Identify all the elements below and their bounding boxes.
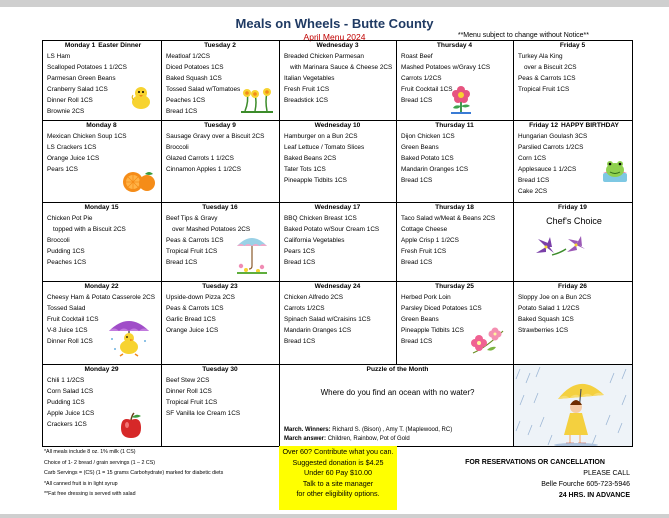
day-cell <box>43 282 162 365</box>
week-row <box>43 282 633 365</box>
day-header <box>284 121 394 132</box>
menu-item: Baked Squash 1CS <box>166 74 222 82</box>
menu-item: Fruit Cocktail 1CS <box>401 85 453 93</box>
picture-cell <box>514 365 633 447</box>
day-cell <box>43 121 162 203</box>
rain-girl-umbrella-icon <box>514 365 632 447</box>
contribution-line: Over 60? Contribute what you can. <box>282 447 394 456</box>
day-cell <box>514 282 633 365</box>
orange-icon <box>121 168 157 199</box>
day-cell <box>162 121 280 203</box>
menu-item: Pears 1CS <box>47 165 78 173</box>
menu-notice: **Menu subject to change without Notice** <box>457 32 589 39</box>
menu-item: over Mashed Potatoes 2CS <box>172 225 251 233</box>
menu-item: Dinner Roll 1CS <box>47 96 93 104</box>
menu-item: Pudding 1CS <box>47 398 85 406</box>
menu-item: over a Biscuit 2CS <box>524 63 577 71</box>
menu-item: Breadstick 1CS <box>284 96 329 104</box>
day-header <box>166 282 277 293</box>
winners-names: Richard S. (Bison) , Amy T. (Maplewood, RC) <box>332 427 453 433</box>
day-header <box>166 121 277 132</box>
menu-item: Chicken Pot Pie <box>47 215 93 222</box>
menu-item: Orange Juice 1CS <box>166 326 219 334</box>
menu-item: Glazed Carrots 1 1/2CS <box>166 154 234 162</box>
menu-item: Carrots 1/2CS <box>401 74 442 82</box>
menu-item: Upside-down Pizza 2CS <box>166 294 235 301</box>
menu-item: Dinner Roll 1CS <box>166 387 212 395</box>
day-cell <box>397 203 514 282</box>
menu-item: Chili 1 1/2CS <box>47 377 85 384</box>
week-row <box>43 203 633 282</box>
menu-item: California Vegetables <box>284 236 345 244</box>
day-header <box>47 203 159 214</box>
menu-item: Pineapple Tidbits 1CS <box>284 176 347 184</box>
day-cell <box>162 41 280 121</box>
menu-item: Bread 1CS <box>401 337 433 345</box>
apple-icon <box>119 412 143 443</box>
day-header <box>401 121 511 132</box>
menu-item: Cheesy Ham & Potato Casserole 2CS <box>47 294 155 301</box>
day-header <box>401 203 511 214</box>
week-row <box>43 365 633 447</box>
contribution-line: Talk to a site manager <box>302 478 374 488</box>
menu-item: Pineapple Tidbits 1CS <box>401 326 464 334</box>
day-label: Tuesday 30 <box>202 366 238 373</box>
menu-item: Bread 1CS <box>284 258 316 266</box>
menu-item: Bread 1CS <box>166 107 198 115</box>
day-cell <box>162 365 280 447</box>
day-label: Monday 22 <box>84 283 119 290</box>
menu-item: Crackers 1CS <box>47 420 87 428</box>
menu-item: Spinach Salad w/Craisins 1CS <box>284 315 371 323</box>
day-cell <box>280 41 397 121</box>
menu-item: Peas & Carrots 1CS <box>166 304 224 312</box>
week-row <box>43 41 633 121</box>
menu-item: Parslied Carrots 1/2CS <box>518 143 584 151</box>
menu-item: Pudding 1CS <box>47 247 85 255</box>
day-label: Wednesday 17 <box>314 204 361 211</box>
menu-item: Roast Beef <box>401 53 433 60</box>
menu-item: Orange Juice 1CS <box>47 154 100 162</box>
menu-item: Mandarin Oranges 1CS <box>401 165 469 173</box>
duckling-icon <box>129 85 153 116</box>
menu-item: Corn 1CS <box>518 154 547 162</box>
contribution-line: Under 60 Pay $10.00 <box>304 468 372 478</box>
menu-item: Carrots 1/2CS <box>284 304 325 312</box>
day-header <box>284 41 394 52</box>
menu-item: Tropical Fruit 1CS <box>518 85 570 93</box>
day-header <box>401 282 511 293</box>
day-header <box>47 121 159 132</box>
menu-item: Fruit Cocktail 1CS <box>47 315 99 323</box>
day-label: Friday 12 <box>529 122 559 129</box>
puzzle-results <box>284 426 452 444</box>
advance-notice: 24 HRS. IN ADVANCE <box>558 492 630 499</box>
day-cell <box>162 282 280 365</box>
menu-item: BBQ Chicken Breast 1CS <box>284 215 357 222</box>
day-label: Monday 1 <box>64 42 96 49</box>
menu-item: Dijon Chicken 1CS <box>401 133 455 140</box>
menu-item: Mexican Chicken Soup 1CS <box>47 133 127 140</box>
day-label: Thursday 25 <box>435 283 474 290</box>
menu-item: Dinner Roll 1CS <box>47 337 93 345</box>
answer-text: Children, Rainbow, Pot of Gold <box>327 436 410 442</box>
day-label: Monday 15 <box>84 204 119 211</box>
frog-icon <box>600 159 630 190</box>
menu-item: with Marinara Sauce & Cheese 2CS <box>290 63 393 71</box>
day-label: Tuesday 9 <box>204 122 236 129</box>
pink-flower-icon <box>447 84 475 119</box>
menu-item: Chicken Alfredo 2CS <box>284 294 343 301</box>
menu-item: Peaches 1CS <box>47 258 87 266</box>
menu-item: Taco Salad w/Meat & Beans 2CS <box>401 215 496 222</box>
menu-item: Mandarin Oranges 1CS <box>284 326 352 334</box>
note-line: **Fat free dressing is served with salad <box>44 491 136 497</box>
note-line: *All meals include 8 oz. 1% milk (1 CS) <box>44 449 136 455</box>
menu-item: Applesauce 1 1/2CS <box>518 165 577 173</box>
contribution-line: Suggested donation is $4.25 <box>292 457 384 467</box>
menu-item: LS Crackers 1CS <box>47 143 97 151</box>
reservation-info <box>440 457 630 501</box>
menu-item: Apple Crisp 1 1/2CS <box>401 236 459 244</box>
day-header <box>284 203 394 214</box>
menu-item: Sloppy Joe on a Bun 2CS <box>518 294 592 301</box>
menu-item: Cranberry Salad 1CS <box>47 85 108 93</box>
menu-item: Parsley Diced Potatoes 1CS <box>401 304 482 312</box>
menu-item: Cinnamon Apples 1 1/2CS <box>166 165 241 173</box>
dietary-notes <box>44 447 223 500</box>
day-header <box>166 365 277 376</box>
day-cell <box>514 41 633 121</box>
menu-item: Broccoli <box>47 236 70 244</box>
day-header <box>47 41 159 52</box>
top-border <box>0 0 669 7</box>
menu-item: Corn Salad 1CS <box>47 387 94 395</box>
day-cell <box>43 41 162 121</box>
menu-item: Peaches 1CS <box>166 96 206 104</box>
menu-month: April Menu 2024 <box>303 32 366 42</box>
day-note: Easter Dinner <box>98 42 142 49</box>
menu-item: SF Vanilla Ice Cream 1CS <box>166 409 241 417</box>
menu-item: Peas & Carrots 1CS <box>166 236 224 244</box>
menu-item: Sausage Gravy over a Biscuit 2CS <box>166 133 265 140</box>
menu-item: Beef Stew 2CS <box>166 377 210 384</box>
day-label: Tuesday 23 <box>202 283 238 290</box>
menu-item: Breaded Chicken Parmesan <box>284 53 364 60</box>
day-header <box>47 365 159 376</box>
chefs-choice: Chef's Choice <box>546 216 602 226</box>
day-header <box>166 41 277 52</box>
day-label: Friday 19 <box>558 204 587 211</box>
note-line: Choice of 1- 2 bread / grain servings (1 – 2 CS) <box>44 459 155 466</box>
menu-item: Garlic Bread 1CS <box>166 315 216 323</box>
puzzle-title: Puzzle of the Month <box>366 366 429 373</box>
day-label: Thursday 11 <box>435 122 474 129</box>
contribution-line: for other eligibility options. <box>296 489 380 499</box>
week-row <box>43 121 633 203</box>
menu-item: Cake 2CS <box>518 187 548 195</box>
menu-item: Herbed Pork Loin <box>401 294 451 301</box>
note-line: *All canned fruit is in light syrup <box>44 480 118 487</box>
menu-item: Broccoli <box>166 143 189 151</box>
day-label: Friday 5 <box>559 42 586 49</box>
spring-umbrella-icon <box>235 230 269 279</box>
menu-item: Baked Potato w/Sour Cream 1CS <box>284 225 380 233</box>
bottom-border <box>0 514 669 518</box>
day-label: Wednesday 24 <box>314 283 361 290</box>
day-label: Monday 8 <box>86 122 117 129</box>
day-cell <box>514 203 633 282</box>
day-cell <box>280 282 397 365</box>
menu-item: Tropical Fruit 1CS <box>166 398 218 406</box>
menu-item: Leaf Lettuce / Tomato Slices <box>284 143 365 151</box>
menu-item: Strawberries 1CS <box>518 326 569 334</box>
day-cell <box>280 203 397 282</box>
menu-calendar <box>42 40 633 447</box>
day-label: Tuesday 2 <box>204 42 236 49</box>
day-label: Thursday 4 <box>436 42 473 49</box>
day-cell <box>514 121 633 203</box>
day-header <box>166 203 277 214</box>
please-call: PLEASE CALL <box>583 470 630 477</box>
menu-item: Pears 1CS <box>284 247 315 255</box>
menu-item: Hungarian Goulash 3CS <box>518 133 588 140</box>
menu-item: Apple Juice 1CS <box>47 409 95 417</box>
menu-item: Green Beans <box>401 143 439 151</box>
day-header <box>284 282 394 293</box>
menu-item: Tropical Fruit 1CS <box>166 247 218 255</box>
day-cell <box>43 365 162 447</box>
day-label: Thursday 18 <box>435 204 474 211</box>
puzzle-cell <box>280 365 514 447</box>
day-label: Wednesday 3 <box>316 42 359 49</box>
menu-item: Scalloped Potatoes 1 1/2CS <box>47 63 127 71</box>
menu-item: Parmesan Green Beans <box>47 74 116 82</box>
menu-item: Bread 1CS <box>401 176 433 184</box>
day-header <box>518 41 630 52</box>
menu-item: Turkey Ala King <box>518 53 563 60</box>
day-cell <box>162 203 280 282</box>
day-header <box>47 282 159 293</box>
page-title: Meals on Wheels - Butte County <box>235 16 434 31</box>
menu-item: Bread 1CS <box>166 258 198 266</box>
menu-item: Meatloaf 1/2CS <box>166 53 211 60</box>
menu-item: Green Beans <box>401 315 439 323</box>
contact-phone: Belle Fourche 605-723-5946 <box>541 481 630 488</box>
winners-label: March. Winners: <box>284 427 331 433</box>
menu-item: Potato Salad 1 1/2CS <box>518 304 580 312</box>
day-label: Monday 29 <box>84 366 119 373</box>
menu-item: Bread 1CS <box>518 176 550 184</box>
duck-umbrella-icon <box>107 311 151 362</box>
puzzle-question: Where do you find an ocean with no water? <box>320 387 475 397</box>
menu-item: Baked Squash 1CS <box>518 315 574 323</box>
menu-item: Cottage Cheese <box>401 225 448 233</box>
day-cell <box>397 41 514 121</box>
menu-item: Fresh Fruit 1CS <box>401 247 447 255</box>
menu-item: Hamburger on a Bun 2CS <box>284 133 358 140</box>
answer-label: March answer: <box>284 436 327 442</box>
menu-item: Fresh Fruit 1CS <box>284 85 330 93</box>
menu-item: Diced Potatoes 1CS <box>166 63 224 71</box>
day-cell <box>280 121 397 203</box>
day-header <box>518 282 630 293</box>
day-note: HAPPY BIRTHDAY <box>561 122 619 129</box>
menu-item: Beef Tips & Gravy <box>166 215 218 222</box>
contribution-box <box>279 446 397 510</box>
pink-blossoms-icon <box>467 323 507 362</box>
day-label: Tuesday 16 <box>202 204 238 211</box>
menu-item: topped with a Biscuit 2CS <box>53 225 126 233</box>
day-cell <box>397 282 514 365</box>
menu-item: Italian Vegetables <box>284 74 335 82</box>
day-label: Wednesday 10 <box>314 122 361 129</box>
day-cell <box>397 121 514 203</box>
menu-item: Tossed Salad w/Tomatoes <box>166 85 241 93</box>
reservation-heading: FOR RESERVATIONS OR CANCELLATION <box>465 459 605 466</box>
menu-item: Mashed Potatoes w/Gravy 1CS <box>401 63 491 71</box>
menu-item: V-8 Juice 1CS <box>47 326 88 334</box>
menu-item: Brownie 2CS <box>47 107 85 115</box>
menu-item: Peas & Carrots 1CS <box>518 74 576 82</box>
day-cell <box>43 203 162 282</box>
menu-item: Tater Tots 1CS <box>284 165 326 173</box>
menu-item: Bread 1CS <box>401 258 433 266</box>
day-header <box>518 121 630 132</box>
daffodil-icon <box>239 85 275 118</box>
menu-item: Baked Beans 2CS <box>284 154 337 162</box>
menu-item: LS Ham <box>47 53 71 60</box>
menu-item: Baked Potato 1CS <box>401 154 454 162</box>
day-label: Friday 26 <box>558 283 587 290</box>
purple-flowers-icon <box>534 235 594 264</box>
day-header <box>401 41 511 52</box>
menu-item: Bread 1CS <box>401 96 433 104</box>
note-line: Carb Servings = (CS) (1 = 15 grams Carbohydrate) marked for diabetic diets <box>44 470 224 476</box>
day-header <box>518 203 630 214</box>
menu-item: Tossed Salad <box>47 304 86 312</box>
menu-item: Bread 1CS <box>284 337 316 345</box>
